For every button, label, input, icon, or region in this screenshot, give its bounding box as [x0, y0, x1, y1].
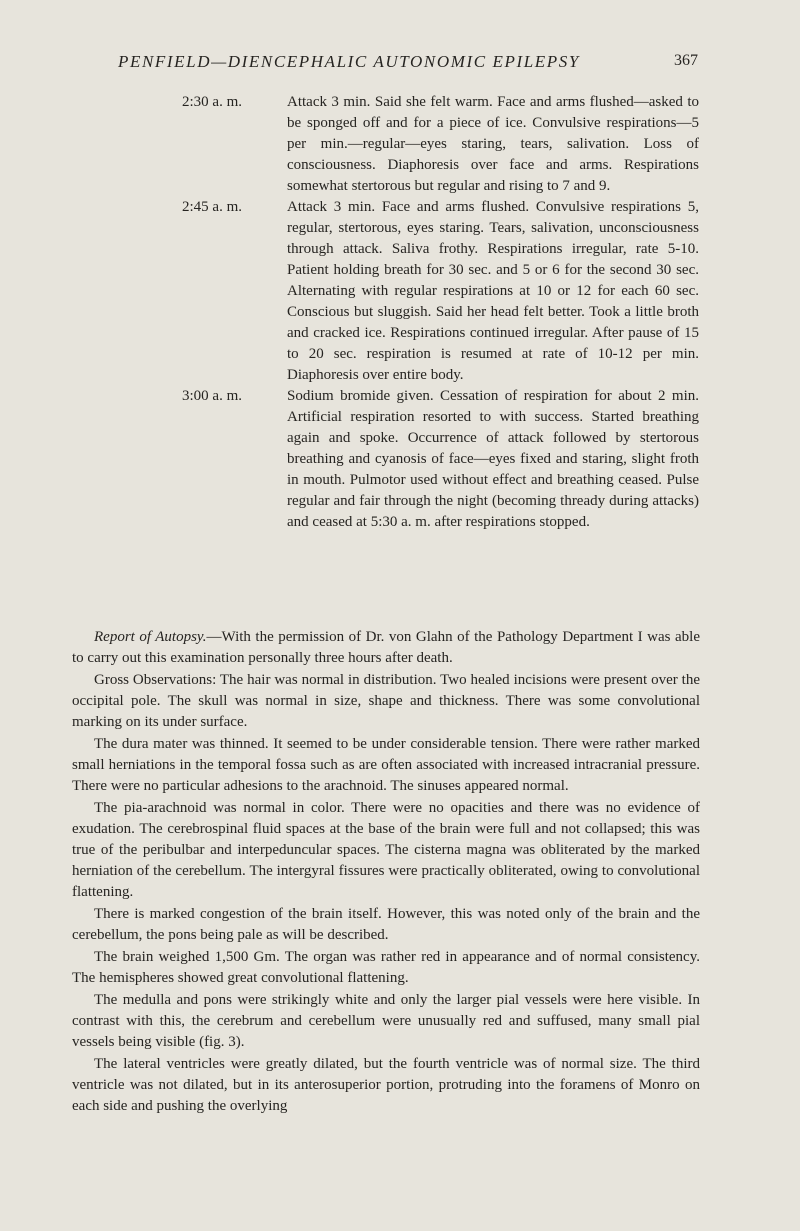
log-entry-text: Sodium bromide given. Cessation of respiration for about 2 min. Artificial respiration resorted to with success. Started breathing again and spoke. Occurrence of attack followed by stertorous breathing and cyanosis of face—eyes fixed and staring, slight froth in mouth. Pulmotor used without effect and breathing ceased. Pulse regular and fair through the night (becoming thready during attacks) and ceased at 5:30 a. m. after respirations stopped. — [287, 388, 699, 530]
paragraph-dura-mater: The dura mater was thinned. It seemed to be under considerable tension. There were rather marked small herniations in the temporal fossa such as are often associated with increased intracranial pressure. There were no particular adhesions to the arachnoid. The sinuses appeared normal. — [72, 736, 700, 794]
log-entry — [0, 92, 800, 197]
autopsy-intro-text: —With the permission of Dr. von Glahn of the Pathology Department I was able to carry out this examination personally three hours after death. — [72, 629, 700, 666]
log-entry-time: 2:30 a. m. — [182, 94, 242, 110]
log-entry-time: 3:00 a. m. — [182, 388, 242, 404]
running-title: PENFIELD—DIENCEPHALIC AUTONOMIC EPILEPSY — [118, 52, 580, 71]
paragraph-ventricles: The lateral ventricles were greatly dilated, but the fourth ventricle was of normal size. The third ventricle was not dilated, but in its anterosuperior portion, protruding into the foramens of Monro on each side and pushing the overlying — [72, 1056, 700, 1114]
paragraph-pia-arachnoid: The pia-arachnoid was normal in color. There were no opacities and there was no evidence of exudation. The cerebrospinal fluid spaces at the base of the brain were full and not collapsed; this was true of the peribulbar and interpeduncular spaces. The cisterna magna was obliterated by the marked herniation of the cerebellum. The intergyral fissures were practically obliterated, owing to convolutional flattening. — [72, 800, 700, 900]
paragraph-congestion: There is marked congestion of the brain itself. However, this was noted only of the brain and the cerebellum, the pons being pale as will be described. — [72, 906, 700, 943]
clinical-log — [0, 92, 800, 533]
paragraph-medulla-pons: The medulla and pons were strikingly white and only the larger pial vessels were here visible. In contrast with this, the cerebrum and cerebellum were unusually red and suffused, many small pial vessels being visible (fig. 3). — [72, 992, 700, 1050]
autopsy-report — [72, 627, 700, 1117]
log-entry-text: Attack 3 min. Face and arms flushed. Convulsive respirations 5, regular, stertorous, eyes staring. Tears, salivation, unconsciousness through attack. Saliva frothy. Respirations irregular, rate 5-10. Patient holding breath for 30 sec. and 5 or 6 for the second 30 sec. Alternating with regular respirations at 10 or 12 for each 60 sec. Conscious but sluggish. Said her head felt better. Took a little broth and cracked ice. Respirations continued irregular. After pause of 15 to 20 sec. respiration is resumed at rate of 10-12 per min. Diaphoresis over entire body. — [287, 199, 699, 383]
log-entry — [0, 386, 800, 533]
autopsy-heading: Report of Autopsy. — [94, 629, 207, 645]
log-entry — [0, 197, 800, 386]
page-number: 367 — [674, 52, 698, 69]
log-entry-text: Attack 3 min. Said she felt warm. Face and arms flushed—asked to be sponged off and for a piece of ice. Convulsive respirations—5 per min.—regular—eyes staring, tears, salivation. Loss of consciousness. Diaphoresis over face and arms. Respirations somewhat stertorous but regular and rising to 7 and 9. — [287, 94, 699, 194]
paragraph-brain-weight: The brain weighed 1,500 Gm. The organ was rather red in appearance and of normal consistency. The hemispheres showed great convolutional flattening. — [72, 949, 700, 986]
page-header — [118, 52, 700, 78]
paragraph-gross-observations: Gross Observations: The hair was normal in distribution. Two healed incisions were present over the occipital pole. The skull was normal in size, shape and thickness. There was some convolutional marking on its under surface. — [72, 672, 700, 730]
log-entry-time: 2:45 a. m. — [182, 199, 242, 215]
autopsy-intro-paragraph — [72, 627, 700, 669]
